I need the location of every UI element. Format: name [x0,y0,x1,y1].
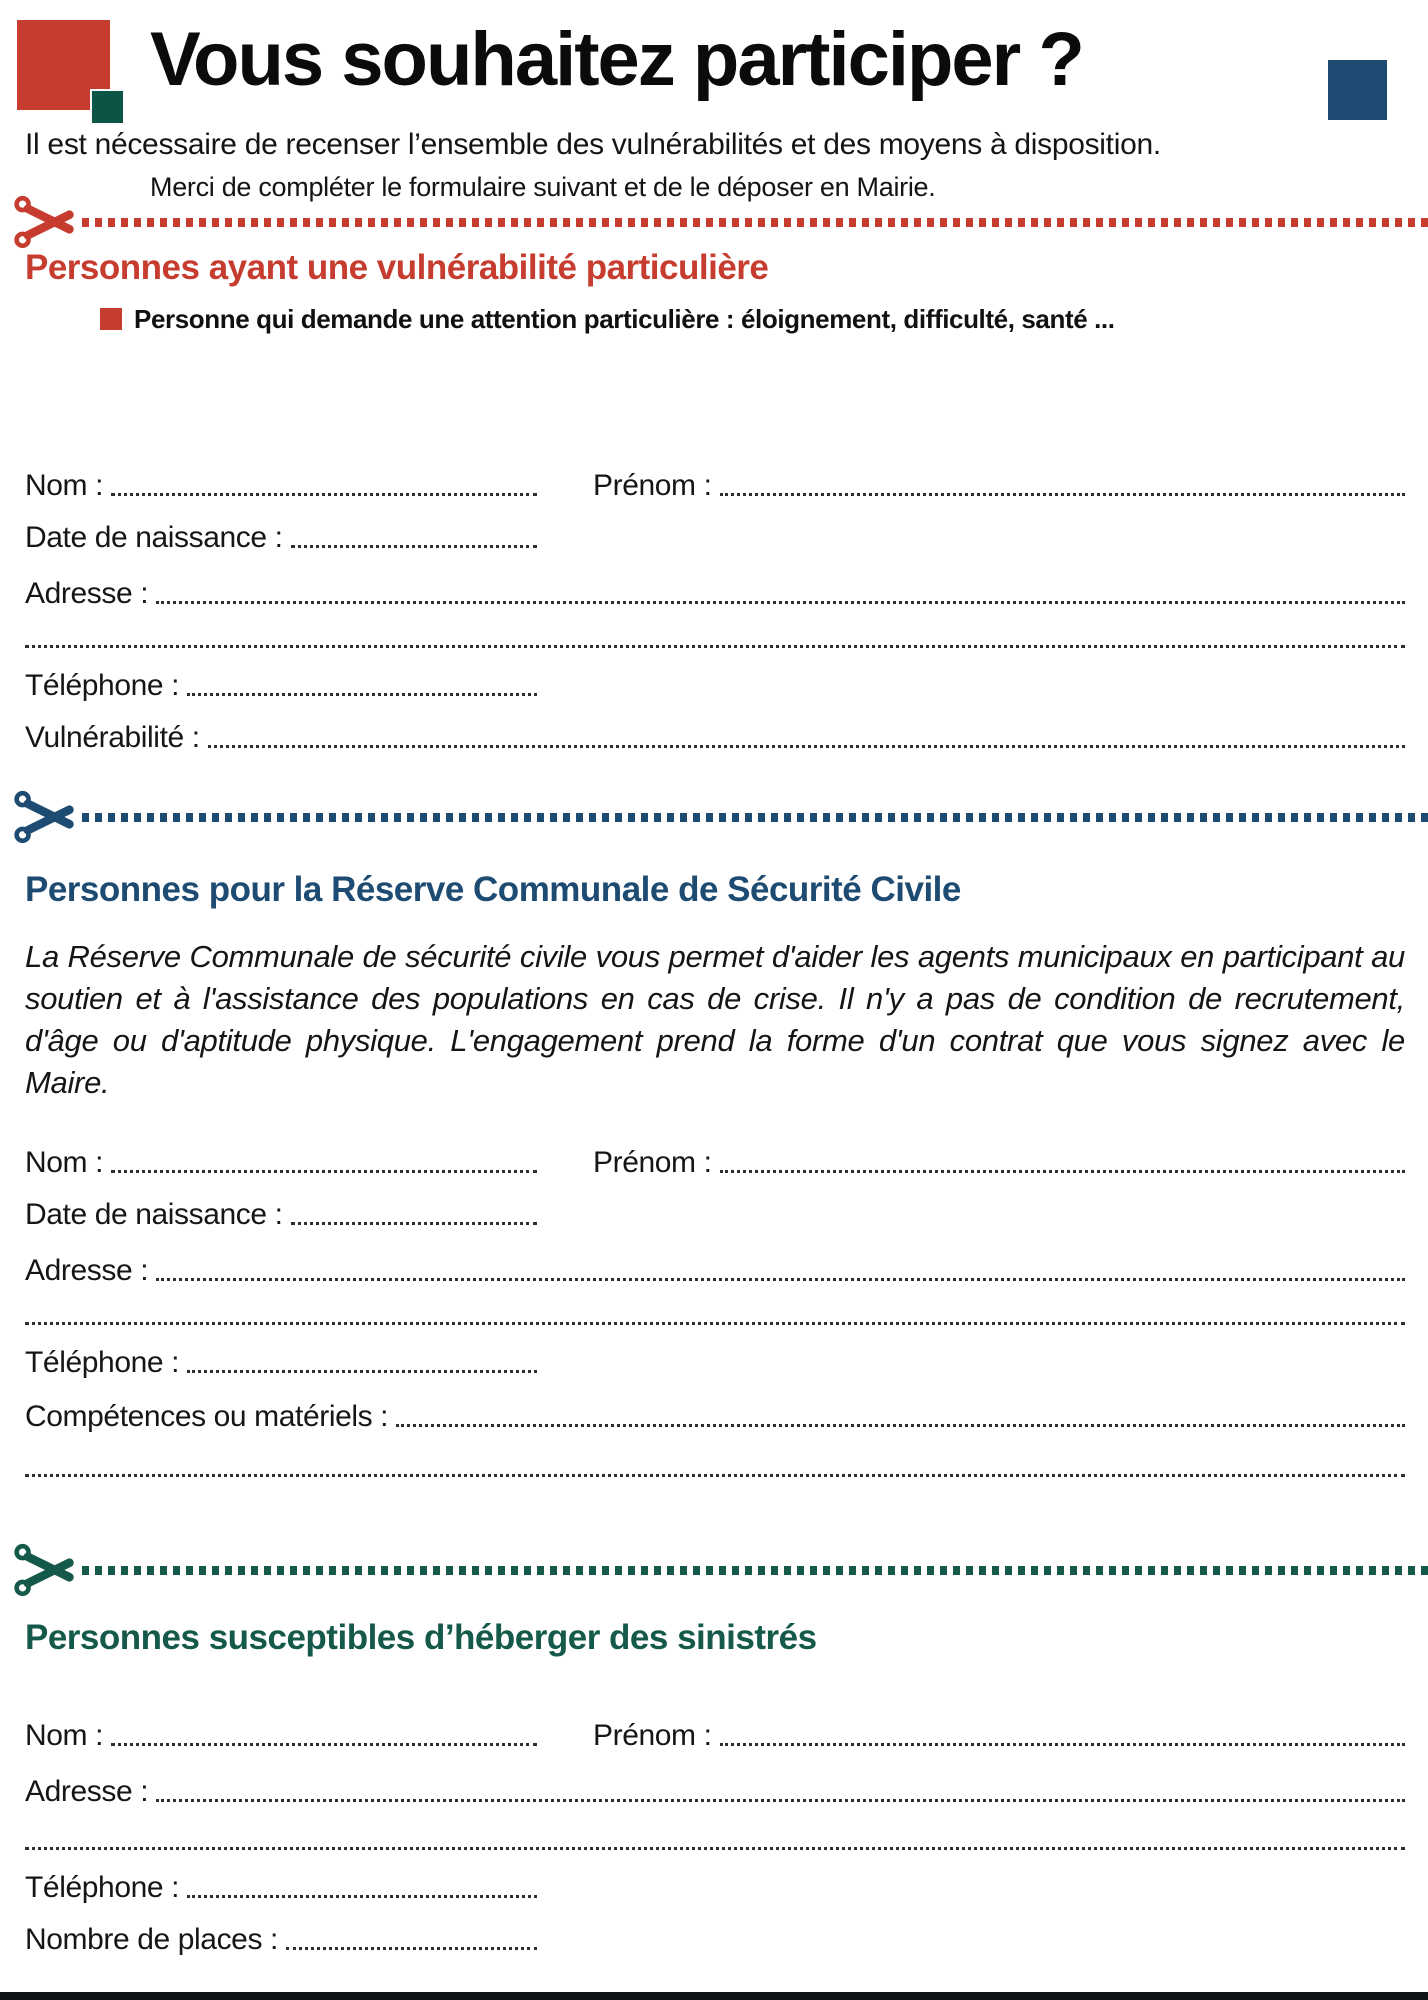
nom-input-line[interactable] [111,1170,537,1173]
skills-row [25,1380,1405,1434]
section-vulnerable-heading: Personnes ayant une vulnérabilité particulière [25,248,769,287]
adresse-input-line-2[interactable] [25,1322,1405,1325]
telephone-label: Téléphone : [25,669,180,702]
section-hosting [25,1618,1405,1957]
adresse-input-line[interactable] [156,1799,1405,1802]
adresse-label: Adresse : [25,1775,149,1808]
telephone-label: Téléphone : [25,1871,180,1904]
page-title: Vous souhaitez participer ? [150,17,1083,102]
adresse-label: Adresse : [25,577,149,610]
adresse-label: Adresse : [25,1254,149,1287]
naissance-input-line[interactable] [291,1222,537,1225]
instruction-text: Merci de compléter le formulaire suivant et de le déposer en Mairie. [150,172,936,202]
vulnerabilite-input-line[interactable] [208,745,1405,748]
naissance-label: Date de naissance : [25,1198,283,1231]
cut-line-green [14,1538,1428,1602]
adresse-input-line-2[interactable] [25,645,1405,648]
naissance-label: Date de naissance : [25,521,283,554]
telephone-input-line[interactable] [187,1895,537,1898]
capacity-row [25,1905,537,1957]
phone-row [25,1332,537,1380]
skills-continuation-row [25,1434,1405,1484]
cut-dotted-line [82,218,1428,227]
adresse-input-line[interactable] [156,1278,1405,1281]
adresse-input-line-2[interactable] [25,1847,1405,1850]
address-row [25,555,1405,611]
vulnerable-form [25,455,1405,755]
scissors-icon [14,784,80,850]
reserve-description: La Réserve Communale de sécurité civile vous permet d'aider les agents municipaux en participant au soutien et à l'assistance des populations en cas de crise. Il n'y a pas de condition de recrutement, d'âge ou d'aptitude physique. L'engagement prend la forme d'un contrat que vous signez avec le Maire. [25,939,1405,1100]
prenom-label: Prénom : [593,1146,712,1179]
address-continuation-row [25,1288,1405,1332]
address-row [25,1232,1405,1288]
vulnerability-row [25,703,1405,755]
prenom-label: Prénom : [593,469,712,502]
phone-row [25,655,537,703]
nom-label: Nom : [25,1146,104,1179]
phone-row [25,1857,537,1905]
name-row [25,1132,1405,1180]
address-continuation-row [25,1809,1405,1857]
nom-input-line[interactable] [111,1743,537,1746]
scissors-icon [14,1537,80,1603]
note-text: Personne qui demande une attention particulière : éloignement, difficulté, santé ... [134,303,1115,334]
competences-input-line[interactable] [396,1424,1405,1427]
naissance-input-line[interactable] [291,545,537,548]
cut-dotted-line [82,1566,1428,1575]
telephone-label: Téléphone : [25,1346,180,1379]
cut-line-red [14,190,1428,254]
intro-text: Il est nécessaire de recenser l’ensemble des vulnérabilités et des moyens à disposition. [25,128,1161,161]
telephone-input-line[interactable] [187,693,537,696]
prenom-input-line[interactable] [720,1743,1405,1746]
green-square-decoration [92,91,123,123]
nom-label: Nom : [25,1719,104,1752]
address-continuation-row [25,611,1405,655]
navy-square-decoration [1328,60,1387,120]
nom-label: Nom : [25,469,104,502]
name-row [25,1705,1405,1753]
red-bullet-square-icon [100,308,122,330]
prenom-input-line[interactable] [720,493,1405,496]
hosting-form [25,1705,1405,1957]
birthdate-row [25,503,537,555]
scissors-icon [14,189,80,255]
nom-input-line[interactable] [111,493,537,496]
telephone-input-line[interactable] [187,1370,537,1373]
address-row [25,1753,1405,1809]
prenom-input-line[interactable] [720,1170,1405,1173]
reserve-form [25,1132,1405,1484]
prenom-label: Prénom : [593,1719,712,1752]
adresse-input-line[interactable] [156,601,1405,604]
places-input-line[interactable] [286,1947,537,1950]
vulnerabilite-label: Vulnérabilité : [25,721,200,754]
section-vulnerable-note [100,302,1405,336]
places-label: Nombre de places : [25,1923,278,1956]
section-reserve-heading: Personnes pour la Réserve Communale de Sécurité Civile [25,870,961,909]
bottom-band [0,1992,1428,2000]
section-reserve [25,870,1405,1484]
name-row [25,455,1405,503]
section-vulnerable [25,248,1405,755]
birthdate-row [25,1180,537,1232]
cut-line-navy [14,785,1428,849]
section-hosting-heading: Personnes susceptibles d’héberger des sinistrés [25,1618,817,1657]
cut-dotted-line [82,813,1428,822]
competences-input-line-2[interactable] [25,1474,1405,1477]
competences-label: Compétences ou matériels : [25,1400,389,1433]
